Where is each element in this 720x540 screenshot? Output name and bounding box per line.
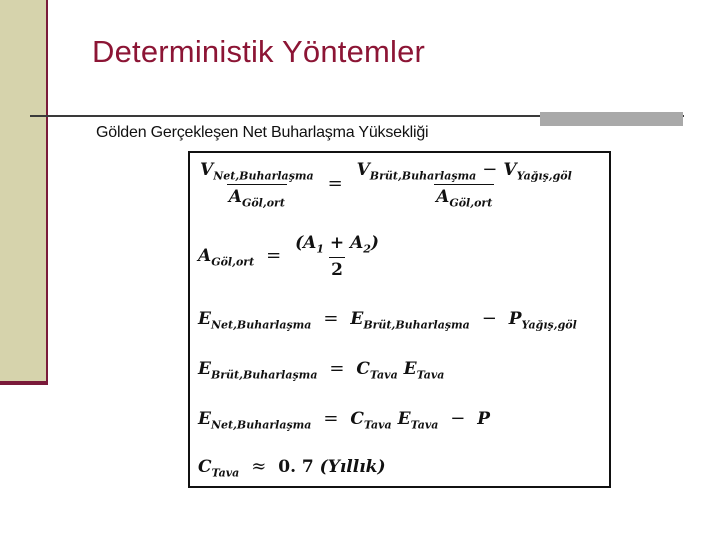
eq1-rhs-fraction: $\frac{V_{Brüt,Buharlaşma} - V_{Yağış,göl}}{A_{Göl,ort}}$	[356, 159, 572, 210]
side-decor-bottom	[0, 381, 48, 385]
equation-6: $C_{Tava} \approx 0$. 7 (Yıllık)	[198, 456, 386, 480]
slide-title: Deterministik Yöntemler	[92, 34, 426, 69]
slide-subtitle: Gölden Gerçekleşen Net Buharlaşma Yüksekliği	[96, 124, 429, 141]
equation-2: $A_{Göl,ort}$ = $\frac{(A_1 + A_2)}{2}$	[198, 233, 379, 281]
equation-1: $\frac{V_{Net,Buharlaşma}}{A_{Göl,ort}}$ = $\frac{V_{Brüt,Buharlaşma} - V_{Yağış,göl}}{A_{Göl,ort}}$	[200, 159, 572, 210]
equation-5: $E_{Net,Buharlaşma} = C_{Tava}$ $E_{Tava} - P$	[198, 408, 491, 432]
equation-4: $E_{Brüt,Buharlaşma} = C_{Tava}$ $E_{Tava}$	[198, 358, 445, 382]
side-decor-edge	[46, 0, 48, 385]
divider-accent-box	[540, 112, 683, 126]
eq2-fraction: $\frac{(A_1 + A_2)}{2}$	[295, 233, 379, 281]
equation-3: $E_{Net,Buharlaşma} = E_{Brüt,Buharlaşma} - P_{Yağış,göl}$	[198, 308, 577, 332]
side-decor-bar	[0, 0, 46, 383]
equation-box	[188, 151, 611, 488]
eq1-lhs-fraction: $\frac{V_{Net,Buharlaşma}}{A_{Göl,ort}}$	[200, 159, 314, 210]
